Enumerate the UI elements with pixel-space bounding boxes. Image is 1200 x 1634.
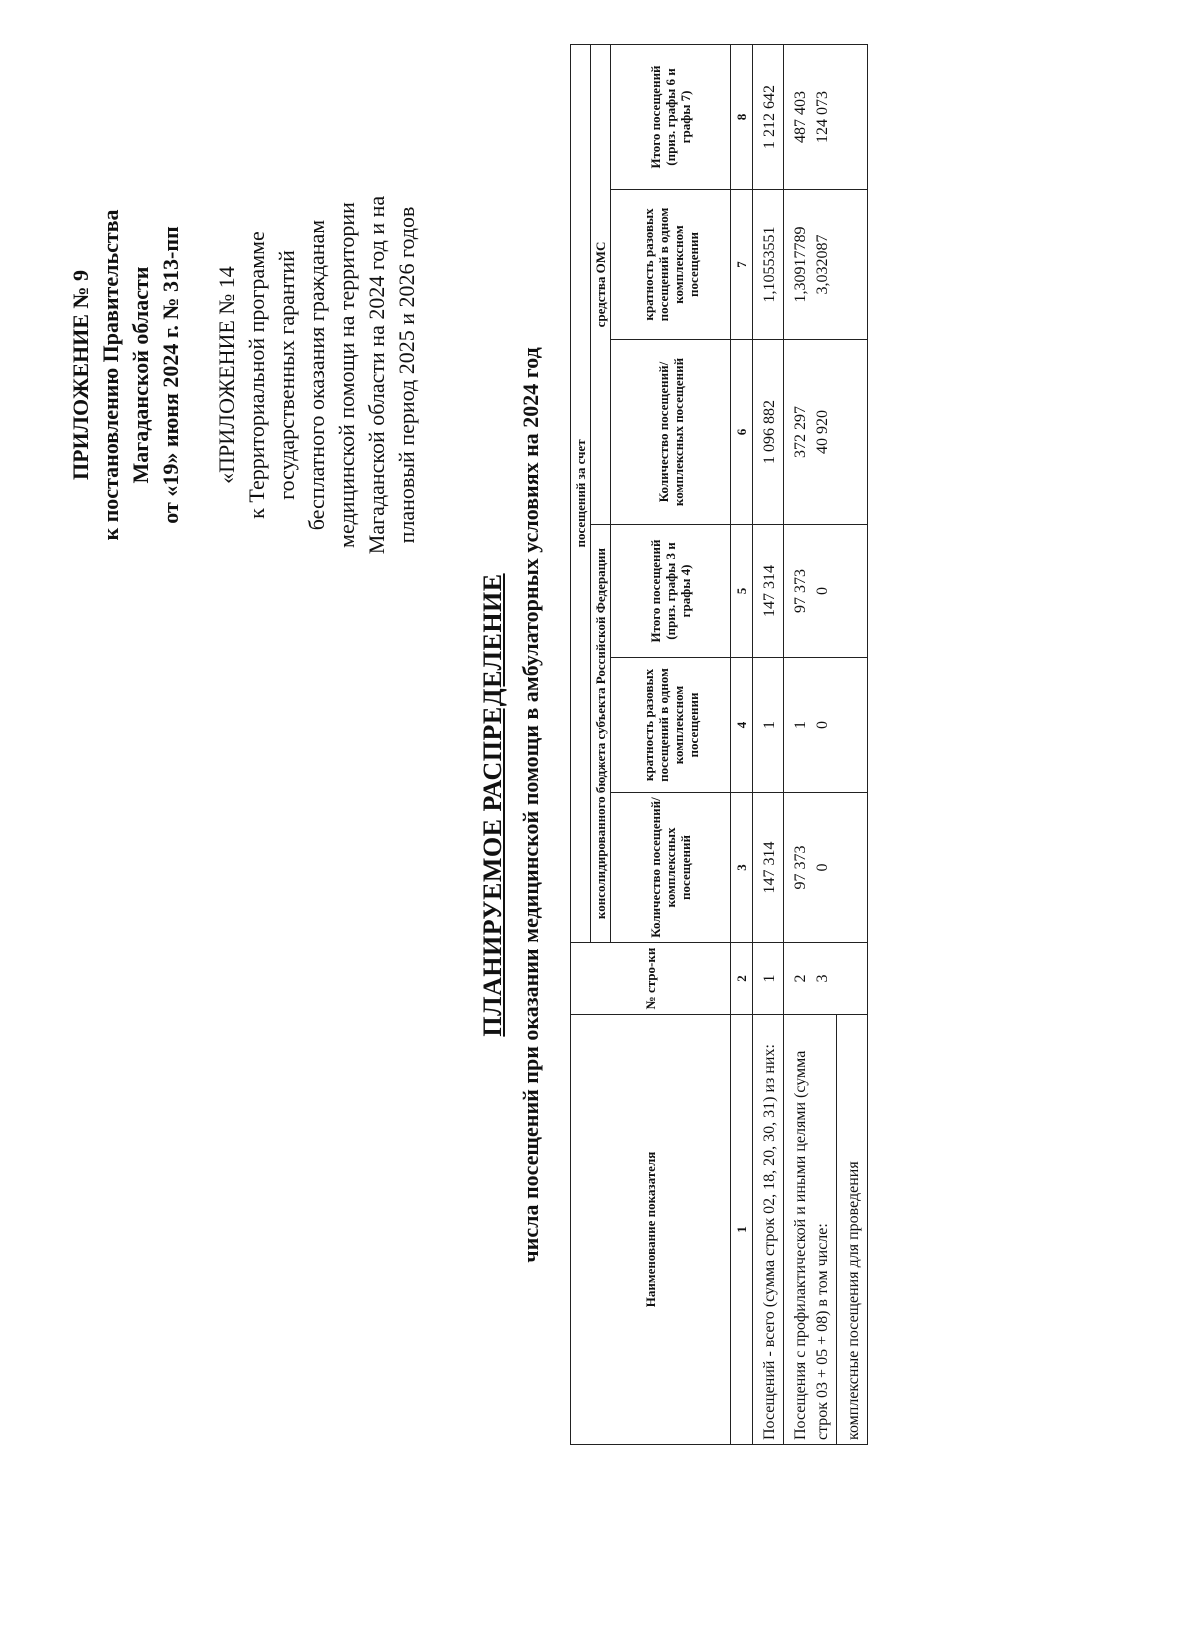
cell-value: 1,30917789 [792, 226, 809, 303]
cell-value: 0 [814, 721, 831, 729]
document-title: ПЛАНИРУЕМОЕ РАСПРЕДЕЛЕНИЕ [478, 573, 507, 1037]
cell-total-oms: 1 212 642 [753, 44, 784, 189]
table-row [784, 44, 837, 1444]
cell-value: 487 403 [792, 90, 809, 143]
column-number: 6 [731, 340, 753, 525]
column-number: 8 [731, 44, 753, 189]
program-reference-1: к Территориальной программе [244, 231, 269, 519]
header-row-1 [571, 44, 591, 1444]
cell-value: 97 373 [792, 845, 809, 890]
column-numbers-row [731, 44, 753, 1444]
column-number: 1 [731, 1015, 753, 1445]
cell-total-oms [784, 44, 868, 189]
appendix-header [66, 85, 422, 665]
resolution-date: от «19» июня 2024 г. № 313-пп [158, 226, 183, 524]
column-header-count-budget: Количество посещений/ комплексных посещений [611, 793, 731, 943]
column-number: 5 [731, 525, 753, 658]
cell-ratio-budget [784, 658, 868, 793]
region-name: Магаданской области [128, 266, 153, 484]
column-header-name: Наименование показателя [571, 1015, 731, 1445]
rotated-document [60, 45, 1190, 1565]
column-header-total-budget: Итого посещений (приз. графы 3 и графы 4) [611, 525, 731, 658]
cell-ratio-budget: 1 [753, 658, 784, 793]
row-name: комплексные посещения для проведения [837, 1015, 868, 1445]
cell-total-budget [784, 525, 868, 658]
appendix-number: ПРИЛОЖЕНИЕ № 9 [68, 269, 93, 481]
column-header-row-no: № стро-ки [571, 943, 731, 1015]
program-reference-3: бесплатного оказания гражданам [304, 219, 329, 531]
cell-count-budget [784, 793, 868, 943]
program-reference-5: Магаданской области на 2024 год и на [364, 195, 389, 555]
column-number: 4 [731, 658, 753, 793]
cell-value: 0 [814, 863, 831, 872]
cell-value: 97 373 [792, 569, 809, 613]
row-name-text: Посещения с профилактической и иными целями (сумма строк 03 + 05 + 08) в том числе: [792, 1050, 831, 1440]
row-name [784, 1015, 837, 1445]
cell-value: 124 073 [814, 90, 831, 143]
cell-count-oms [784, 340, 868, 525]
column-number: 7 [731, 190, 753, 340]
cell-value: 1 [792, 721, 809, 729]
column-header-total-oms: Итого посещений (приз. графы 6 и графы 7) [611, 44, 731, 189]
distribution-table [570, 44, 868, 1445]
cell-value: 3,032087 [814, 234, 831, 295]
column-header-ratio-oms: кратность разовых посещений в одном комплексном посещении [611, 190, 731, 340]
row-number: 3 [814, 974, 831, 983]
table-row [753, 44, 784, 1444]
row-number: 1 [753, 943, 784, 1015]
column-header-ratio-budget: кратность разовых посещений в одном комплексном посещении [611, 658, 731, 793]
program-reference-2: государственных гарантий [274, 250, 299, 500]
column-header-count-oms: Количество посещений/ комплексных посещений [611, 340, 731, 525]
cell-value: 0 [814, 587, 831, 595]
cell-ratio-oms [784, 190, 868, 340]
resolution-reference: к постановлению Правительства [98, 209, 123, 541]
column-group-visits: посещений за счет [571, 44, 591, 942]
program-reference-6: плановый период 2025 и 2026 годов [394, 206, 419, 544]
cell-ratio-oms: 1,10553551 [753, 190, 784, 340]
document-subtitle: числа посещений при оказании медицинской помощи в амбулаторных условиях на 2024 год [518, 347, 543, 1263]
column-group-budget: консолидированного бюджета субъекта Российской Федерации [591, 525, 611, 943]
inner-appendix-number: «ПРИЛОЖЕНИЕ № 14 [214, 266, 239, 484]
row-number-cell [784, 943, 868, 1015]
cell-count-oms: 1 096 882 [753, 340, 784, 525]
row-number: 2 [792, 974, 809, 983]
column-number: 2 [731, 943, 753, 1015]
column-number: 3 [731, 793, 753, 943]
cell-value: 372 297 [792, 406, 809, 458]
row-name: Посещений - всего (сумма строк 02, 18, 20, 30, 31) из них: [753, 1015, 784, 1445]
program-reference-4: медицинской помощи на территории [334, 202, 359, 548]
cell-value: 40 920 [814, 410, 831, 454]
column-group-oms: средства ОМС [591, 44, 611, 524]
cell-count-budget: 147 314 [753, 793, 784, 943]
cell-total-budget: 147 314 [753, 525, 784, 658]
